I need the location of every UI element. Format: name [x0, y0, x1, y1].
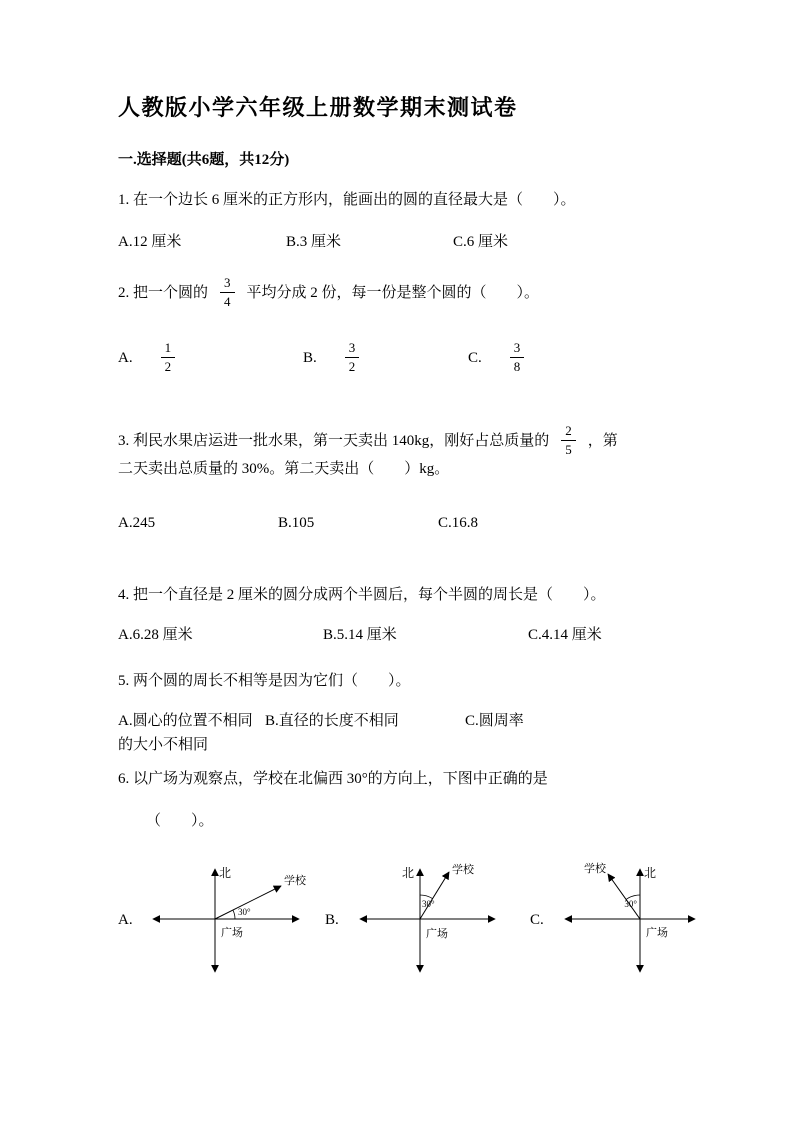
- question-3-option-b: B.105: [278, 515, 315, 531]
- fraction-one-half: [161, 340, 176, 375]
- page-title: 人教版小学六年级上册数学期末测试卷: [118, 95, 518, 120]
- angle-label: 30°: [624, 899, 637, 909]
- diagram-a-figure: [143, 857, 313, 982]
- question-5-text: 5. 两个圆的周长不相等是因为它们（ ）。: [118, 673, 411, 689]
- fraction-denominator: 5: [565, 442, 572, 457]
- fraction-numerator: 2: [561, 423, 576, 441]
- question-6-diagrams: [118, 857, 705, 982]
- question-5-option-a: A.圆心的位置不相同: [118, 713, 253, 729]
- plaza-label: 广场: [426, 928, 448, 940]
- question-2-text-before: 2. 把一个圆的: [118, 284, 209, 301]
- school-direction-arrow: [608, 874, 640, 919]
- fraction-three-halves: [345, 340, 360, 375]
- question-5-option-b: B.直径的长度不相同: [265, 713, 399, 729]
- diagram-a: [118, 857, 325, 982]
- diagram-c-label: C.: [530, 911, 544, 928]
- question-1-option-a: A.12 厘米: [118, 234, 182, 250]
- question-1-option-b: B.3 厘米: [286, 234, 342, 250]
- question-3-text-after: ，第: [587, 432, 618, 449]
- option-a-label: A.: [118, 349, 133, 366]
- fraction-denominator: 4: [224, 294, 231, 309]
- fraction-three-eighths: [510, 340, 525, 375]
- question-2-option-c: [468, 340, 524, 375]
- question-5-option-c: C.圆周率: [465, 713, 524, 729]
- question-3-options: [118, 512, 705, 534]
- question-6-text-line2: （ ）。: [146, 813, 214, 829]
- north-label: 北: [219, 866, 232, 880]
- question-4-text: 4. 把一个直径是 2 厘米的圆分成两个半圆后，每个半圆的周长是（ ）。: [118, 587, 606, 603]
- question-3-option-c: C.16.8: [438, 515, 479, 531]
- angle-label: 30°: [422, 899, 435, 909]
- diagram-b: [325, 857, 530, 982]
- question-2-option-b: [303, 340, 468, 375]
- diagram-a-label: A.: [118, 911, 133, 928]
- question-3-option-a: A.245: [118, 515, 156, 531]
- fraction-numerator: 3: [510, 340, 525, 358]
- option-b-label: B.: [303, 349, 317, 366]
- question-3-text-line2: 二天卖出总质量的 30%。第二天卖出（ ）kg。: [118, 461, 450, 477]
- section-heading: 一.选择题(共6题，共12分): [118, 152, 290, 168]
- diagram-b-figure: [350, 857, 505, 982]
- plaza-label: 广场: [221, 927, 243, 939]
- question-3-text-line1: [118, 423, 705, 458]
- angle-label: 30°: [238, 907, 251, 917]
- question-5-options: [118, 710, 705, 732]
- fraction-denominator: 2: [348, 359, 356, 374]
- school-label: 学校: [452, 864, 474, 876]
- fraction-numerator: 3: [345, 340, 360, 358]
- diagram-c-figure: [555, 857, 705, 982]
- north-label: 北: [401, 866, 414, 880]
- fraction-denominator: 2: [164, 359, 172, 374]
- question-4-options: [118, 624, 705, 646]
- fraction-numerator: 3: [220, 275, 235, 293]
- plaza-label: 广场: [646, 927, 668, 939]
- question-2-options: [118, 340, 705, 375]
- question-3-text-before: 3. 利民水果店运进一批水果，第一天卖出 140kg，刚好占总质量的: [118, 432, 550, 449]
- question-2-option-a: [118, 340, 303, 375]
- fraction-two-fifths: [561, 423, 576, 458]
- question-4-option-c: C.4.14 厘米: [528, 627, 602, 643]
- question-5-option-c-wrap: 的大小不相同: [118, 737, 209, 753]
- fraction-denominator: 8: [513, 359, 521, 374]
- question-6-text-line1: 6. 以广场为观察点，学校在北偏西 30°的方向上，下图中正确的是: [118, 771, 548, 787]
- question-2-text: [118, 275, 705, 310]
- question-1-option-c: C.6 厘米: [453, 234, 509, 250]
- question-1-options: [118, 231, 705, 253]
- option-c-label: C.: [468, 349, 482, 366]
- question-2-text-after: 平均分成 2 份，每一份是整个圆的（ ）。: [246, 284, 540, 301]
- question-1-text: 1. 在一个边长 6 厘米的正方形内，能画出的圆的直径最大是（ ）。: [118, 192, 576, 208]
- school-label: 学校: [584, 863, 606, 875]
- angle-arc: [233, 910, 235, 919]
- fraction-numerator: 1: [161, 340, 176, 358]
- north-label: 北: [644, 866, 657, 880]
- fraction-three-fourths: [220, 275, 235, 310]
- school-label: 学校: [284, 875, 306, 887]
- diagram-b-label: B.: [325, 911, 339, 928]
- question-4-option-a: A.6.28 厘米: [118, 627, 193, 643]
- diagram-c: [530, 857, 705, 982]
- question-4-option-b: B.5.14 厘米: [323, 627, 397, 643]
